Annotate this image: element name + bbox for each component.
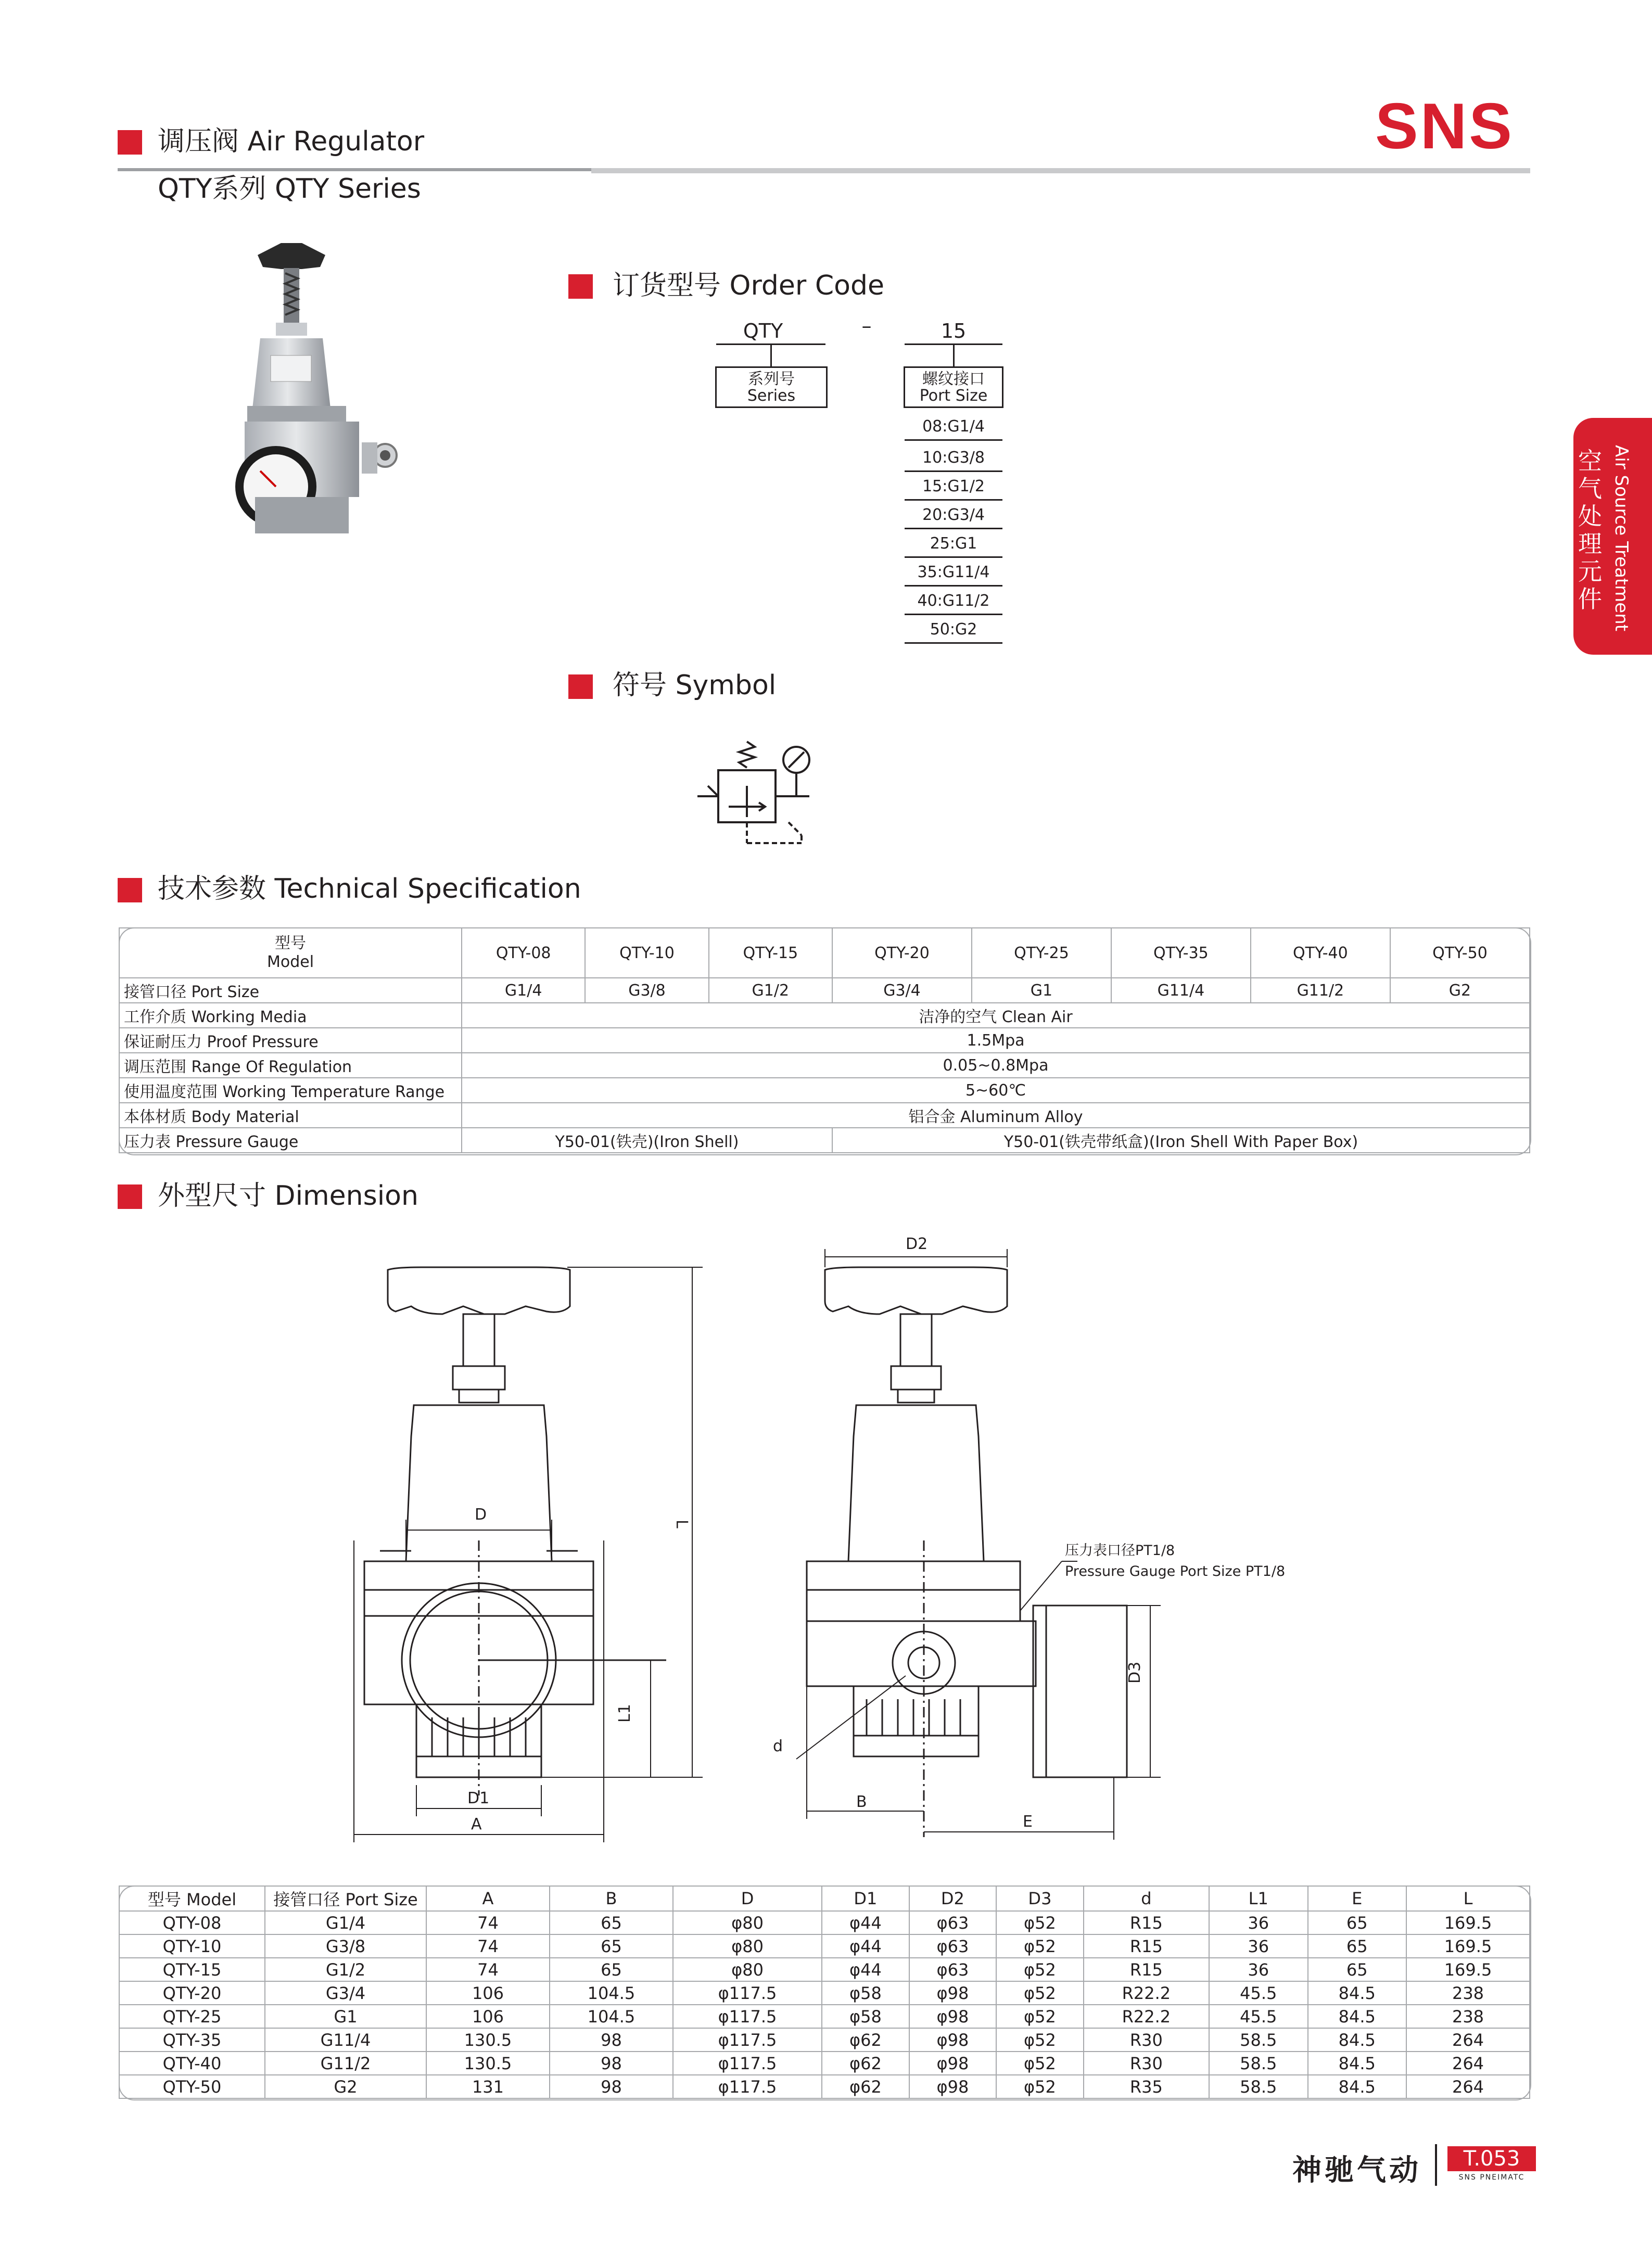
row-label: 本体材质 Body Material — [119, 1103, 462, 1128]
table-row — [119, 2052, 1530, 2075]
table-cell: φ58 — [822, 1981, 909, 2005]
dim-label-d2: D2 — [906, 1235, 928, 1253]
table-cell: φ80 — [673, 1934, 822, 1958]
dim-label-d: D — [475, 1506, 487, 1524]
table-cell: QTY-25 — [119, 2005, 265, 2028]
table-cell: φ98 — [909, 2075, 997, 2098]
section-marker — [118, 130, 142, 155]
column-header: D3 — [996, 1886, 1084, 1911]
table-cell: QTY-08 — [119, 1911, 265, 1934]
column-header: D2 — [909, 1886, 997, 1911]
port-size-item: 50:G2 — [905, 616, 1002, 644]
port-cell: G1 — [972, 978, 1111, 1003]
port-cell: G3/8 — [585, 978, 708, 1003]
table-cell: QTY-15 — [119, 1958, 265, 1981]
port-cell: G3/4 — [832, 978, 972, 1003]
table-row — [119, 1103, 1530, 1128]
model-header — [119, 928, 462, 978]
dim-label-d1: D1 — [467, 1789, 490, 1807]
port-size-item: 20:G3/4 — [905, 501, 1002, 529]
table-cell: 58.5 — [1209, 2075, 1307, 2098]
port-cell: G1/4 — [462, 978, 585, 1003]
table-cell: φ52 — [996, 1958, 1084, 1981]
table-cell: 106 — [426, 2005, 550, 2028]
table-cell: R22.2 — [1084, 2005, 1209, 2028]
table-cell: 130.5 — [426, 2052, 550, 2075]
table-cell: φ80 — [673, 1958, 822, 1981]
table-row — [119, 978, 1530, 1003]
table-cell: φ52 — [996, 2075, 1084, 2098]
table-cell: 98 — [550, 2052, 673, 2075]
port-size-item: 15:G1/2 — [905, 473, 1002, 501]
dim-label-small-d: d — [773, 1737, 783, 1755]
dim-label-a: A — [471, 1815, 482, 1833]
table-header-row — [119, 1886, 1530, 1911]
row-label: 接管口径 Port Size — [119, 978, 462, 1003]
table-cell: 36 — [1209, 1934, 1307, 1958]
table-cell: φ52 — [996, 1981, 1084, 2005]
table-cell: G2 — [265, 2075, 426, 2098]
side-view-drawing — [755, 1228, 1353, 1853]
table-cell: 264 — [1406, 2028, 1530, 2052]
row-value: 1.5Mpa — [462, 1028, 1530, 1053]
section-marker — [118, 878, 142, 902]
table-row — [119, 2075, 1530, 2098]
dim-label-d3: D3 — [1126, 1661, 1144, 1684]
section-marker — [568, 674, 593, 699]
model-cell: QTY-15 — [709, 928, 832, 978]
table-cell: 74 — [426, 1958, 550, 1981]
table-cell: 65 — [1308, 1911, 1406, 1934]
column-header: L1 — [1209, 1886, 1307, 1911]
table-cell: φ98 — [909, 2028, 997, 2052]
port-label-cn: 螺纹接口 — [922, 370, 985, 388]
table-cell: G1/2 — [265, 1958, 426, 1981]
gauge-value: Y50-01(铁壳)(Iron Shell) — [462, 1128, 832, 1153]
table-cell: 169.5 — [1406, 1958, 1530, 1981]
table-cell: φ117.5 — [673, 2005, 822, 2028]
table-cell: 238 — [1406, 2005, 1530, 2028]
table-cell: QTY-35 — [119, 2028, 265, 2052]
series-connector — [770, 343, 772, 367]
table-row — [119, 1053, 1530, 1078]
table-cell: φ52 — [996, 1934, 1084, 1958]
table-cell: φ62 — [822, 2052, 909, 2075]
column-header: B — [550, 1886, 673, 1911]
product-photo — [234, 237, 432, 539]
table-cell: φ117.5 — [673, 2052, 822, 2075]
table-cell: G1/4 — [265, 1911, 426, 1934]
port-size-item: 10:G3/8 — [905, 444, 1002, 472]
port-size-item: 35:G11/4 — [905, 558, 1002, 587]
footer-divider — [1435, 2144, 1437, 2186]
table-cell: QTY-50 — [119, 2075, 265, 2098]
table-row — [119, 1003, 1530, 1028]
table-cell: 106 — [426, 1981, 550, 2005]
gauge-value: Y50-01(铁壳带纸盒)(Iron Shell With Paper Box) — [832, 1128, 1530, 1153]
column-header: 接管口径 Port Size — [265, 1886, 426, 1911]
table-row — [119, 1028, 1530, 1053]
table-cell: 131 — [426, 2075, 550, 2098]
spec-table — [119, 927, 1530, 1153]
column-header: D1 — [822, 1886, 909, 1911]
table-row — [119, 1981, 1530, 2005]
port-size-item: 40:G11/2 — [905, 587, 1002, 615]
row-label: 工作介质 Working Media — [119, 1003, 462, 1028]
table-cell: R30 — [1084, 2052, 1209, 2075]
table-cell: φ44 — [822, 1911, 909, 1934]
column-header: L — [1406, 1886, 1530, 1911]
table-cell: QTY-40 — [119, 2052, 265, 2075]
section-marker — [568, 274, 593, 299]
dim-label-l: L — [672, 1520, 691, 1528]
order-code-heading: 订货型号 Order Code — [613, 270, 884, 301]
table-cell: 130.5 — [426, 2028, 550, 2052]
table-cell: 104.5 — [550, 2005, 673, 2028]
column-header: 型号 Model — [119, 1886, 265, 1911]
table-cell: φ58 — [822, 2005, 909, 2028]
table-cell: φ63 — [909, 1911, 997, 1934]
table-row — [119, 1078, 1530, 1103]
table-cell: R30 — [1084, 2028, 1209, 2052]
gauge-port-label-cn: 压力表口径PT1/8 — [1065, 1543, 1175, 1559]
table-cell: 74 — [426, 1911, 550, 1934]
table-cell: φ52 — [996, 2028, 1084, 2052]
table-row — [119, 1911, 1530, 1934]
port-cell: G1/2 — [709, 978, 832, 1003]
table-cell: G11/4 — [265, 2028, 426, 2052]
table-cell: 84.5 — [1308, 2075, 1406, 2098]
section-marker — [118, 1184, 142, 1209]
table-cell: φ63 — [909, 1958, 997, 1981]
table-cell: R15 — [1084, 1911, 1209, 1934]
row-label: 调压范围 Range Of Regulation — [119, 1053, 462, 1078]
footer-sub: SNS PNEIMATC — [1458, 2173, 1525, 2182]
model-cell: QTY-10 — [585, 928, 708, 978]
dim-label-l1: L1 — [616, 1704, 634, 1723]
table-cell: 65 — [1308, 1934, 1406, 1958]
pneumatic-symbol-icon — [697, 739, 854, 859]
table-cell: φ52 — [996, 1911, 1084, 1934]
table-cell: φ52 — [996, 2005, 1084, 2028]
spec-heading: 技术参数 Technical Specification — [158, 873, 581, 905]
table-cell: 84.5 — [1308, 2052, 1406, 2075]
order-code-series: QTY — [743, 320, 783, 342]
row-label: 压力表 Pressure Gauge — [119, 1128, 462, 1153]
table-row — [119, 1128, 1530, 1153]
table-cell: φ117.5 — [673, 2028, 822, 2052]
model-cell: QTY-50 — [1390, 928, 1530, 978]
table-cell: 45.5 — [1209, 1981, 1307, 2005]
table-cell: 84.5 — [1308, 1981, 1406, 2005]
table-cell: 104.5 — [550, 1981, 673, 2005]
table-row — [119, 1958, 1530, 1981]
table-cell: φ98 — [909, 1981, 997, 2005]
column-header: D — [673, 1886, 822, 1911]
table-cell: R15 — [1084, 1934, 1209, 1958]
dimension-heading: 外型尺寸 Dimension — [158, 1180, 418, 1212]
series-label-en: Series — [747, 387, 796, 405]
model-cell: QTY-40 — [1251, 928, 1390, 978]
model-header-cn: 型号 — [275, 934, 306, 952]
column-header: A — [426, 1886, 550, 1911]
model-header-en: Model — [266, 953, 314, 971]
table-cell: G3/8 — [265, 1934, 426, 1958]
table-cell: QTY-20 — [119, 1981, 265, 2005]
page-number: T.053 — [1447, 2146, 1536, 2171]
table-cell: R35 — [1084, 2075, 1209, 2098]
table-cell: 264 — [1406, 2075, 1530, 2098]
row-value: 铝合金 Aluminum Alloy — [462, 1103, 1530, 1128]
table-cell: φ62 — [822, 2028, 909, 2052]
column-header: E — [1308, 1886, 1406, 1911]
table-cell: 169.5 — [1406, 1911, 1530, 1934]
header-rule-light — [591, 168, 1530, 173]
table-cell: 98 — [550, 2075, 673, 2098]
port-cell: G11/2 — [1251, 978, 1390, 1003]
table-cell: 65 — [550, 1934, 673, 1958]
table-cell: 264 — [1406, 2052, 1530, 2075]
table-cell: φ98 — [909, 2005, 997, 2028]
header-rule — [118, 168, 591, 171]
brand-logo: SNS — [1375, 91, 1514, 162]
table-cell: φ44 — [822, 1934, 909, 1958]
table-cell: φ117.5 — [673, 2075, 822, 2098]
dimension-table — [119, 1886, 1530, 2099]
row-label: 保证耐压力 Proof Pressure — [119, 1028, 462, 1053]
model-cell: QTY-08 — [462, 928, 585, 978]
row-value: 洁净的空气 Clean Air — [462, 1003, 1530, 1028]
table-cell: G3/4 — [265, 1981, 426, 2005]
footer-brand: 神驰气动 — [1292, 2154, 1421, 2187]
model-cell: QTY-35 — [1111, 928, 1251, 978]
table-cell: QTY-10 — [119, 1934, 265, 1958]
table-cell: R15 — [1084, 1958, 1209, 1981]
table-cell: φ80 — [673, 1911, 822, 1934]
table-row — [119, 928, 1530, 978]
table-cell: φ62 — [822, 2075, 909, 2098]
row-label: 使用温度范围 Working Temperature Range — [119, 1078, 462, 1103]
model-cell: QTY-20 — [832, 928, 972, 978]
column-header: d — [1084, 1886, 1209, 1911]
port-size-item: 25:G1 — [905, 530, 1002, 558]
table-cell: 169.5 — [1406, 1934, 1530, 1958]
table-cell: R22.2 — [1084, 1981, 1209, 2005]
table-cell: 58.5 — [1209, 2052, 1307, 2075]
front-view-drawing — [338, 1249, 755, 1848]
table-cell: 65 — [550, 1958, 673, 1981]
side-tab-en: Air Source Treatment — [1611, 445, 1632, 632]
table-cell: 45.5 — [1209, 2005, 1307, 2028]
table-cell: G11/2 — [265, 2052, 426, 2075]
side-tab-cn: 空气处理元件 — [1578, 447, 1602, 613]
series-label-cn: 系列号 — [748, 370, 795, 388]
table-cell: 74 — [426, 1934, 550, 1958]
table-row — [119, 1934, 1530, 1958]
table-cell: 238 — [1406, 1981, 1530, 2005]
table-cell: 65 — [1308, 1958, 1406, 1981]
table-row — [119, 2005, 1530, 2028]
row-value: 5~60℃ — [462, 1078, 1530, 1103]
symbol-heading: 符号 Symbol — [613, 670, 777, 701]
table-cell: φ98 — [909, 2052, 997, 2075]
series-title: QTY系列 QTY Series — [158, 173, 421, 205]
order-code-dash: – — [861, 314, 872, 337]
table-row — [119, 2028, 1530, 2052]
dim-label-e: E — [1023, 1813, 1033, 1831]
table-cell: φ52 — [996, 2052, 1084, 2075]
model-cell: QTY-25 — [972, 928, 1111, 978]
table-cell: G1 — [265, 2005, 426, 2028]
table-cell: φ63 — [909, 1934, 997, 1958]
port-size-item: 08:G1/4 — [905, 413, 1002, 441]
gauge-port-label-en: Pressure Gauge Port Size PT1/8 — [1065, 1563, 1286, 1579]
table-cell: 36 — [1209, 1958, 1307, 1981]
table-cell: 84.5 — [1308, 2028, 1406, 2052]
table-cell: 65 — [550, 1911, 673, 1934]
series-label-box — [715, 366, 828, 408]
order-code-size: 15 — [941, 320, 967, 342]
port-label-box — [904, 366, 1003, 408]
table-cell: 98 — [550, 2028, 673, 2052]
page-title: 调压阀 Air Regulator — [158, 126, 425, 157]
size-connector — [953, 343, 955, 367]
table-cell: 36 — [1209, 1911, 1307, 1934]
table-cell: 84.5 — [1308, 2005, 1406, 2028]
port-label-en: Port Size — [919, 387, 988, 405]
table-cell: φ44 — [822, 1958, 909, 1981]
table-cell: 58.5 — [1209, 2028, 1307, 2052]
port-cell: G2 — [1390, 978, 1530, 1003]
port-cell: G11/4 — [1111, 978, 1251, 1003]
dim-label-b: B — [856, 1793, 867, 1811]
table-cell: φ117.5 — [673, 1981, 822, 2005]
row-value: 0.05~0.8Mpa — [462, 1053, 1530, 1078]
